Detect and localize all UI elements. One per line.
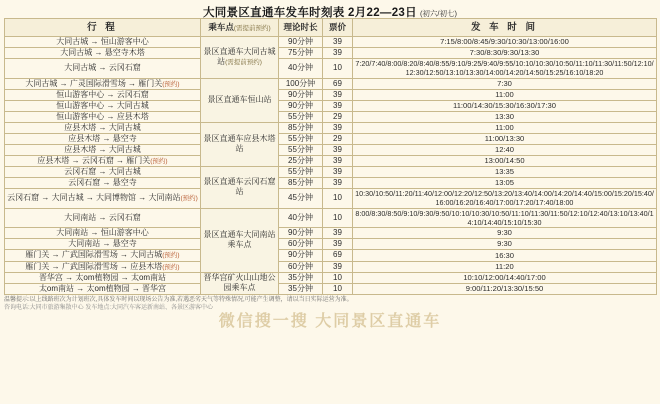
duration-cell: 75分钟 <box>279 48 323 59</box>
departure-times-cell: 9:30 <box>353 228 657 239</box>
route-tag: (预约) <box>150 157 168 165</box>
table-body <box>5 37 657 295</box>
table-row <box>5 261 657 272</box>
duration-cell: 90分钟 <box>279 37 323 48</box>
col-pickup-label: 乘车点 <box>208 21 234 32</box>
pickup-cell <box>201 78 279 122</box>
duration-cell: 85分钟 <box>279 122 323 133</box>
table-row <box>5 48 657 59</box>
route-cell <box>5 111 201 122</box>
pickup-cell <box>201 166 279 208</box>
route-cell <box>5 228 201 239</box>
price-cell: 39 <box>323 228 353 239</box>
pickup-label: 景区直通车恒山站 <box>207 95 272 105</box>
route-label: 大同南站 → 悬空寺 <box>68 239 137 249</box>
duration-cell: 60分钟 <box>279 239 323 250</box>
table-row <box>5 177 657 188</box>
route-cell <box>5 250 201 261</box>
price-cell: 39 <box>323 48 353 59</box>
route-label: 恒山游客中心 → 云冈石窟 <box>56 89 149 99</box>
table-row <box>5 272 657 283</box>
col-pickup <box>201 19 279 37</box>
table-row <box>5 122 657 133</box>
departure-times-cell: 7:30/8:30/9:30/13:30 <box>353 48 657 59</box>
col-price: 票价 <box>323 19 353 37</box>
price-cell: 10 <box>323 188 353 208</box>
table-row <box>5 59 657 79</box>
table-row <box>5 228 657 239</box>
route-cell <box>5 177 201 188</box>
route-cell <box>5 155 201 166</box>
price-cell: 29 <box>323 111 353 122</box>
departure-times-cell: 11:00 <box>353 89 657 100</box>
route-cell <box>5 272 201 283</box>
price-cell: 39 <box>323 89 353 100</box>
price-cell: 10 <box>323 59 353 79</box>
duration-cell: 35分钟 <box>279 272 323 283</box>
departure-times-cell: 11:20 <box>353 261 657 272</box>
route-cell <box>5 78 201 89</box>
watermark-text: 微信搜一搜 大同景区直通车 <box>218 313 442 330</box>
price-cell: 10 <box>323 208 353 228</box>
departure-times-cell: 12:40 <box>353 144 657 155</box>
duration-cell: 90分钟 <box>279 89 323 100</box>
table-row <box>5 155 657 166</box>
table-row <box>5 111 657 122</box>
price-cell: 39 <box>323 122 353 133</box>
pickup-cell <box>201 208 279 272</box>
table-row <box>5 188 657 208</box>
table-row <box>5 133 657 144</box>
duration-cell: 55分钟 <box>279 166 323 177</box>
pickup-label: 晋华宫矿火山山地公园乘车点 <box>203 273 276 293</box>
route-tag: (预约) <box>162 252 180 260</box>
route-label: 应县木塔 → 云冈石窟 → 雁门关 <box>37 155 151 165</box>
duration-cell: 55分钟 <box>279 133 323 144</box>
footer-line-1: 温馨提示:以上线路班次为计划班次,具体发车时间以现场公告为准,若遇恶劣天气等特殊情况,可能产生调整，请以当日实际运营为准。 <box>4 296 353 303</box>
table-row <box>5 250 657 261</box>
price-cell: 39 <box>323 239 353 250</box>
pickup-cell <box>201 122 279 166</box>
route-cell <box>5 208 201 228</box>
footer-line-2: 咨询电话:大同市旅游集散中心 发车地点:大同汽车客运新南站、各景区游客中心 <box>4 305 214 312</box>
table-row <box>5 89 657 100</box>
pickup-label: 景区直通车云冈石窟站 <box>203 177 276 197</box>
price-cell: 39 <box>323 177 353 188</box>
duration-cell: 45分钟 <box>279 188 323 208</box>
route-label: 云冈石窟 → 悬空寺 <box>68 177 137 187</box>
route-cell <box>5 89 201 100</box>
table-row <box>5 283 657 294</box>
route-label: 云冈石窟 → 大同古城 <box>64 166 141 176</box>
duration-cell: 40分钟 <box>279 208 323 228</box>
departure-times-cell: 10:30/10:50/11:20/11:40/12:00/12:20/12:50/13:20/13:40/14:00/14:20/14:40/15:00/15:20/15:40/16:00/16:20/16:40/17:00/17:20/17:40/18:00 <box>353 188 657 208</box>
price-cell: 10 <box>323 283 353 294</box>
departure-times-cell: 8:00/8:30/8:50/9:10/9:30/9:50/10:10/10:30/10:50/11:10/11:30/11:50/12:10/12:40/13:10/13:40/14:10/14:40/15:10/15:30 <box>353 208 657 228</box>
route-cell <box>5 122 201 133</box>
route-cell <box>5 239 201 250</box>
route-label: 恒山游客中心 → 大同古城 <box>56 100 149 110</box>
pickup-cell <box>201 37 279 79</box>
route-cell <box>5 188 201 208</box>
route-cell <box>5 48 201 59</box>
route-cell <box>5 59 201 79</box>
duration-cell: 25分钟 <box>279 155 323 166</box>
route-label: 大同南站 → 云冈石窟 <box>64 213 141 223</box>
departure-times-cell: 13:00/14:50 <box>353 155 657 166</box>
duration-cell: 90分钟 <box>279 250 323 261</box>
table-row <box>5 100 657 111</box>
route-cell <box>5 100 201 111</box>
route-label: 恒山游客中心 → 应县木塔 <box>56 111 149 121</box>
col-departure: 发 车 时 间 <box>353 19 657 37</box>
departure-times-cell: 13:05 <box>353 177 657 188</box>
departure-times-cell: 9:30 <box>353 239 657 250</box>
route-tag: (预约) <box>162 263 180 271</box>
pickup-label: 景区直通车大同南站乘车点 <box>203 230 276 250</box>
route-label: 雁门关 → 广武国际滑雪场 → 大同古城 <box>25 250 163 260</box>
pickup-label: 景区直通车大同古城站 <box>203 47 276 67</box>
departure-times-cell: 11:00 <box>353 122 657 133</box>
departure-times-cell: 9:00/11:20/13:30/15:50 <box>353 283 657 294</box>
route-label: 晋华宫 → 太om植物园 → 太om南站 <box>38 272 167 282</box>
duration-cell: 55分钟 <box>279 111 323 122</box>
duration-cell: 55分钟 <box>279 144 323 155</box>
departure-times-cell: 10:10/12:00/14:40/17:00 <box>353 272 657 283</box>
col-pickup-sub: (需提前预约) <box>233 24 271 32</box>
table-row <box>5 37 657 48</box>
price-cell: 39 <box>323 166 353 177</box>
route-label: 大同古城 → 悬空寺木塔 <box>60 48 145 57</box>
duration-cell: 90分钟 <box>279 100 323 111</box>
pickup-label: 景区直通车应县木塔站 <box>203 134 276 154</box>
price-cell: 39 <box>323 261 353 272</box>
duration-cell: 100分钟 <box>279 78 323 89</box>
title-row <box>4 3 656 18</box>
route-cell <box>5 133 201 144</box>
departure-times-cell: 13:35 <box>353 166 657 177</box>
duration-cell: 85分钟 <box>279 177 323 188</box>
col-route: 行 程 <box>5 19 201 37</box>
route-tag: (预约) <box>162 80 180 88</box>
price-cell: 10 <box>323 272 353 283</box>
duration-cell: 60分钟 <box>279 261 323 272</box>
duration-cell: 40分钟 <box>279 59 323 79</box>
price-cell: 39 <box>323 100 353 111</box>
price-cell: 39 <box>323 37 353 48</box>
route-cell <box>5 261 201 272</box>
table-row <box>5 78 657 89</box>
duration-cell: 90分钟 <box>279 228 323 239</box>
page-title: 大同景区直通车发车时刻表 2月22—23日 <box>202 7 417 19</box>
price-cell: 39 <box>323 144 353 155</box>
table-row <box>5 239 657 250</box>
duration-cell: 35分钟 <box>279 283 323 294</box>
timetable <box>4 18 657 295</box>
table-row <box>5 208 657 228</box>
route-label: 应县木塔 → 悬空寺 <box>68 133 137 143</box>
table-row <box>5 166 657 177</box>
footer-notes <box>4 296 656 313</box>
col-duration: 理论时长 <box>279 19 323 37</box>
price-cell: 39 <box>323 155 353 166</box>
route-label: 太om南站 → 太om植物园 → 晋华宫 <box>38 283 167 293</box>
route-label: 大同南站 → 恒山游客中心 <box>56 228 149 238</box>
page-title-note: (初六/初七) <box>419 9 458 18</box>
route-label: 雁门关 → 广武国际滑雪场 → 应县木塔 <box>25 261 163 271</box>
route-cell <box>5 37 201 48</box>
route-tag: (预约) <box>180 195 198 203</box>
pickup-cell <box>201 272 279 294</box>
route-label: 应县木塔 → 大同古城 <box>64 122 141 132</box>
route-label: 应县木塔 → 大同古城 <box>64 144 141 154</box>
route-label: 大同古城 → 恒山游客中心 <box>56 37 149 46</box>
pickup-sub: (需提前预约) <box>225 59 262 67</box>
price-cell: 69 <box>323 250 353 261</box>
route-cell <box>5 166 201 177</box>
departure-times-cell: 7:15/8:00/8:45/9:30/10:30/13:00/16:00 <box>353 37 657 48</box>
departure-times-cell: 11:00/13:30 <box>353 133 657 144</box>
route-label: 云冈石窟 → 大同古城 → 大同博物馆 → 大同南站 <box>7 193 181 203</box>
departure-times-cell: 7:30 <box>353 78 657 89</box>
departure-times-cell: 13:30 <box>353 111 657 122</box>
price-cell: 69 <box>323 78 353 89</box>
departure-times-cell: 11:00/14:30/15:30/16:30/17:30 <box>353 100 657 111</box>
route-cell <box>5 283 201 294</box>
table-header-row <box>5 19 657 37</box>
route-cell <box>5 144 201 155</box>
departure-times-cell: 7:20/7:40/8:00/8:20/8:40/8:55/9:10/9:25/9:40/9:55/10:10/10:30/10:50/11:10/11:30/11:50/12:10/12:30/12:50/13:10/13:30/14:00/14:20/14:50/15:25/16:10/18:20 <box>353 59 657 79</box>
price-cell: 29 <box>323 133 353 144</box>
table-row <box>5 144 657 155</box>
departure-times-cell: 16:30 <box>353 250 657 261</box>
route-label: 大同古城 → 广灵国际滑雪场 → 雁门关 <box>25 78 163 88</box>
route-label: 大同古城 → 云冈石窟 <box>64 63 141 73</box>
